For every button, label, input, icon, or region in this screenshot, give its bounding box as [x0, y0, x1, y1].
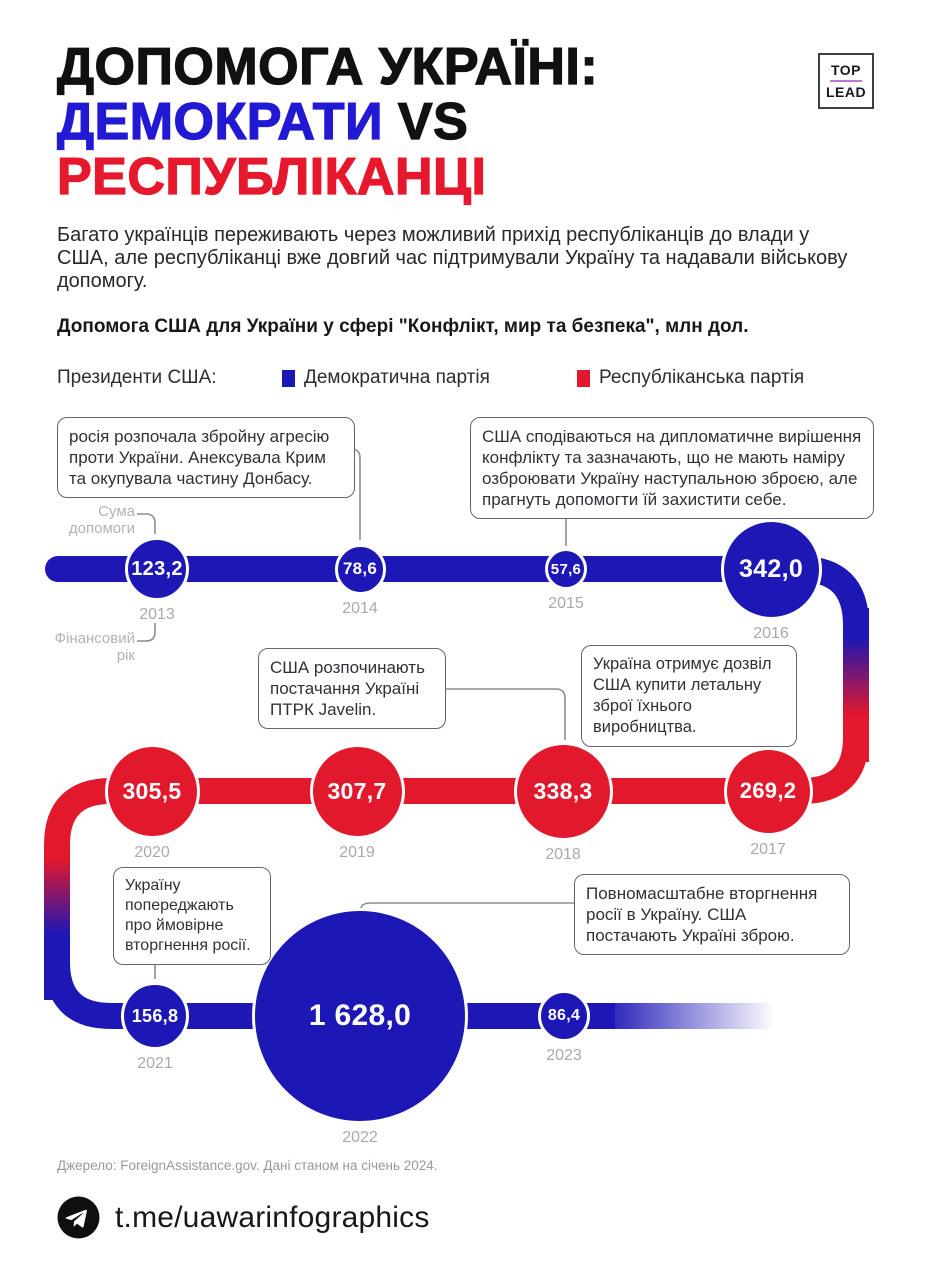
bubble-value-2015: 57,6 — [550, 560, 582, 578]
logo-lead-text: LEAD — [825, 84, 867, 100]
data-bubble-2021 — [121, 982, 189, 1050]
bubble-value-2016: 342,0 — [738, 554, 804, 583]
data-bubble-2016 — [721, 519, 822, 620]
data-bubble-2022 — [252, 908, 468, 1124]
data-bubble-2019 — [310, 744, 405, 839]
title-line-1: ДОПОМОГА УКРАЇНІ: — [57, 38, 599, 96]
legend-label: Президенти США: — [57, 367, 217, 388]
year-label-2014: 2014 — [342, 599, 378, 617]
data-bubble-2015 — [545, 548, 587, 590]
year-label-2016: 2016 — [753, 624, 789, 642]
annotation-2017-lethal-weapons: Україна отримує дозвіл США купити летальну зброї їхнього виробництва. — [581, 645, 797, 747]
data-bubble-2018 — [514, 742, 613, 841]
connector-annotation-2018 — [446, 689, 565, 740]
democrat-swatch-icon — [282, 370, 295, 387]
bubble-value-2017: 269,2 — [739, 778, 797, 803]
data-bubble-2014 — [335, 544, 386, 595]
annotation-2022-invasion: Повномасштабне вторгнення росії в Україну. США постачають Україні зброю. — [574, 874, 850, 955]
bubble-value-2019: 307,7 — [327, 777, 387, 804]
footer — [57, 1196, 430, 1239]
data-bubble-2017 — [724, 747, 813, 836]
data-bubble-2013 — [125, 537, 189, 601]
chart-legend — [57, 366, 877, 390]
connector-amount-hint — [137, 514, 155, 534]
annotation-2021-warning: Україну попереджають про ймовірне вторгнення росії. — [113, 867, 271, 965]
year-label-2017: 2017 — [750, 840, 786, 858]
year-axis-hint: Фінансовий рік — [54, 630, 135, 664]
title-line-2: ДЕМОКРАТИ VS — [57, 93, 469, 151]
year-label-2021: 2021 — [137, 1055, 173, 1072]
top-lead-logo — [818, 53, 874, 109]
telegram-icon — [57, 1196, 100, 1239]
data-bubble-2023 — [538, 990, 590, 1042]
logo-divider — [830, 80, 862, 82]
republican-swatch-icon — [577, 370, 590, 387]
legend-item-republican — [577, 367, 804, 389]
connector-annotation-2022 — [361, 903, 574, 909]
year-label-2022: 2022 — [342, 1129, 378, 1146]
year-label-2019: 2019 — [339, 843, 375, 861]
amount-axis-hint: Сума допомоги — [68, 503, 135, 537]
chart-subtitle: Допомога США для України у сфері "Конфлікт, мир та безпека", млн дол. — [57, 316, 749, 337]
logo-top-text: TOP — [830, 62, 862, 78]
intro-paragraph: Багато українців переживають через можливий прихід республіканців до влади у США, але республіканці вже довгий час підтримували Україну та надавали військову допомогу. — [57, 224, 848, 292]
annotation-2015-diplomacy: США сподіваються на дипломатичне вирішення конфлікту та зазначають, що не мають наміру озброювати Україну наступальною зброєю, але прагнуть допомогти їй захистити себе. — [470, 417, 874, 519]
year-label-2023: 2023 — [546, 1047, 582, 1064]
title-line-3: РЕСПУБЛІКАНЦІ — [57, 148, 487, 206]
bubble-value-2013: 123,2 — [131, 557, 183, 580]
legend-item-democrat — [282, 367, 490, 389]
source-note: Джерело: ForeignAssistance.gov. Дані станом на січень 2024. — [57, 1158, 438, 1173]
legend-republican-label: Республіканська партія — [599, 367, 805, 388]
bubble-value-2022: 1 628,0 — [308, 999, 412, 1032]
annotation-2018-javelin: США розпочинають постачання Україні ПТРК Javelin. — [258, 648, 446, 729]
annotation-2014-crimea: росія розпочала збройну агресію проти України. Анексувала Крим та окупувала частину Донбасу. — [57, 417, 355, 498]
bubble-value-2023: 86,4 — [547, 1007, 581, 1024]
bubble-value-2021: 156,8 — [131, 1005, 179, 1026]
connector-year-hint — [137, 623, 155, 641]
legend-democrat-label: Демократична партія — [304, 367, 490, 388]
year-label-2018: 2018 — [545, 845, 581, 863]
year-label-2015: 2015 — [548, 595, 584, 612]
bubble-value-2018: 338,3 — [533, 777, 593, 804]
year-label-2020: 2020 — [134, 843, 170, 861]
bubble-value-2014: 78,6 — [342, 559, 378, 578]
bubble-value-2020: 305,5 — [122, 777, 182, 804]
telegram-handle: t.me/uawarinfographics — [115, 1200, 430, 1234]
page-title — [57, 40, 598, 205]
data-bubble-2020 — [105, 744, 200, 839]
year-label-2013: 2013 — [139, 606, 175, 623]
